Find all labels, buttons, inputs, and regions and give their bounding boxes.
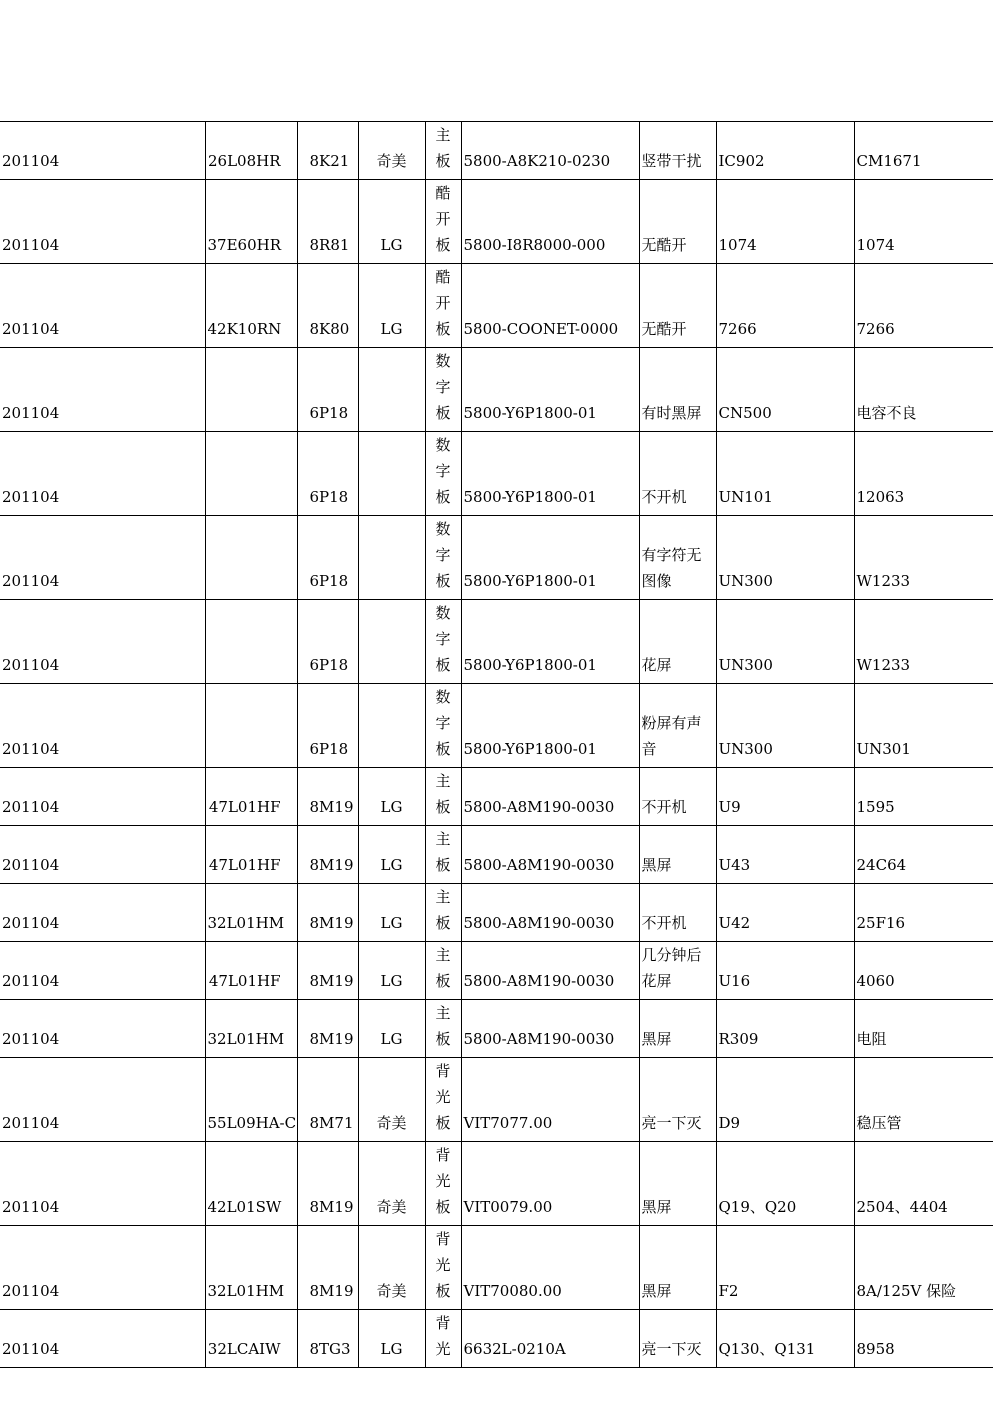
location-cell: D9	[716, 1058, 854, 1142]
model-cell	[205, 348, 297, 432]
brand-cell	[358, 348, 425, 432]
component-cell: 25F16	[854, 884, 993, 942]
fault-cell: 无酷开	[639, 180, 716, 264]
table-row	[0, 600, 993, 684]
brand-cell	[358, 684, 425, 768]
fault-cell: 黑屏	[639, 1226, 716, 1310]
fault-cell: 花屏	[639, 600, 716, 684]
brand-cell	[358, 516, 425, 600]
component-cell: 7266	[854, 264, 993, 348]
part-number-cell: 5800-Y6P1800-01	[461, 348, 639, 432]
fault-cell: 不开机	[639, 884, 716, 942]
chassis-cell: 6P18	[297, 684, 358, 768]
chassis-cell: 8K80	[297, 264, 358, 348]
brand-cell: LG	[358, 180, 425, 264]
table-row	[0, 122, 993, 180]
fault-cell: 有时黑屏	[639, 348, 716, 432]
component-cell: W1233	[854, 516, 993, 600]
table-body	[0, 122, 993, 1368]
date-cell: 201104	[0, 180, 205, 264]
location-cell: U42	[716, 884, 854, 942]
date-cell: 201104	[0, 348, 205, 432]
part-number-cell: 5800-A8M190-0030	[461, 768, 639, 826]
model-cell: 37E60HR	[205, 180, 297, 264]
part-number-cell: VIT7077.00	[461, 1058, 639, 1142]
location-cell: UN300	[716, 684, 854, 768]
component-cell: 12063	[854, 432, 993, 516]
model-cell: 32L01HM	[205, 1226, 297, 1310]
table-row	[0, 884, 993, 942]
model-cell: 47L01HF	[205, 942, 297, 1000]
component-cell: 8958	[854, 1310, 993, 1368]
location-cell: 1074	[716, 180, 854, 264]
part-number-cell: 5800-Y6P1800-01	[461, 432, 639, 516]
fault-cell: 黑屏	[639, 1142, 716, 1226]
brand-cell: LG	[358, 264, 425, 348]
chassis-cell: 8M19	[297, 1142, 358, 1226]
board-type-cell: 主 板	[425, 768, 461, 826]
date-cell: 201104	[0, 1226, 205, 1310]
model-cell	[205, 516, 297, 600]
board-type-cell: 酷 开 板	[425, 264, 461, 348]
board-type-cell: 主 板	[425, 942, 461, 1000]
date-cell: 201104	[0, 1058, 205, 1142]
table-row	[0, 684, 993, 768]
component-cell: 1595	[854, 768, 993, 826]
model-cell	[205, 432, 297, 516]
brand-cell	[358, 600, 425, 684]
date-cell: 201104	[0, 516, 205, 600]
table-row	[0, 942, 993, 1000]
date-cell: 201104	[0, 1142, 205, 1226]
component-cell: 24C64	[854, 826, 993, 884]
board-type-cell: 背 光	[425, 1310, 461, 1368]
date-cell: 201104	[0, 432, 205, 516]
brand-cell	[358, 432, 425, 516]
brand-cell: LG	[358, 942, 425, 1000]
model-cell: 32LCAIW	[205, 1310, 297, 1368]
location-cell: 7266	[716, 264, 854, 348]
brand-cell: LG	[358, 768, 425, 826]
component-cell: 2504、4404	[854, 1142, 993, 1226]
fault-cell: 亮一下灭	[639, 1058, 716, 1142]
fault-cell: 无酷开	[639, 264, 716, 348]
part-number-cell: 5800-Y6P1800-01	[461, 516, 639, 600]
chassis-cell: 8K21	[297, 122, 358, 180]
fault-cell: 黑屏	[639, 1000, 716, 1058]
brand-cell: 奇美	[358, 1226, 425, 1310]
part-number-cell: 5800-A8M190-0030	[461, 826, 639, 884]
chassis-cell: 6P18	[297, 432, 358, 516]
part-number-cell: 5800-A8M190-0030	[461, 1000, 639, 1058]
chassis-cell: 8M19	[297, 826, 358, 884]
fault-cell: 亮一下灭	[639, 1310, 716, 1368]
brand-cell: LG	[358, 884, 425, 942]
model-cell: 26L08HR	[205, 122, 297, 180]
date-cell: 201104	[0, 122, 205, 180]
component-cell: 8A/125V 保险	[854, 1226, 993, 1310]
component-cell: 稳压管	[854, 1058, 993, 1142]
location-cell: UN300	[716, 516, 854, 600]
date-cell: 201104	[0, 942, 205, 1000]
board-type-cell: 背 光 板	[425, 1226, 461, 1310]
table-row	[0, 264, 993, 348]
board-type-cell: 数 字 板	[425, 600, 461, 684]
chassis-cell: 8M19	[297, 1226, 358, 1310]
brand-cell: LG	[358, 826, 425, 884]
board-type-cell: 背 光 板	[425, 1142, 461, 1226]
brand-cell: 奇美	[358, 1142, 425, 1226]
table-row	[0, 516, 993, 600]
fault-cell: 不开机	[639, 768, 716, 826]
brand-cell: 奇美	[358, 1058, 425, 1142]
date-cell: 201104	[0, 768, 205, 826]
fault-cell: 黑屏	[639, 826, 716, 884]
location-cell: Q19、Q20	[716, 1142, 854, 1226]
board-type-cell: 数 字 板	[425, 432, 461, 516]
date-cell: 201104	[0, 826, 205, 884]
model-cell: 47L01HF	[205, 768, 297, 826]
board-type-cell: 数 字 板	[425, 684, 461, 768]
chassis-cell: 6P18	[297, 348, 358, 432]
date-cell: 201104	[0, 884, 205, 942]
chassis-cell: 8M19	[297, 942, 358, 1000]
chassis-cell: 8M19	[297, 884, 358, 942]
component-cell: 4060	[854, 942, 993, 1000]
board-type-cell: 主 板	[425, 122, 461, 180]
location-cell: F2	[716, 1226, 854, 1310]
model-cell	[205, 600, 297, 684]
repair-records-table	[0, 121, 993, 1368]
fault-cell: 竖带干扰	[639, 122, 716, 180]
board-type-cell: 主 板	[425, 884, 461, 942]
model-cell: 47L01HF	[205, 826, 297, 884]
component-cell: W1233	[854, 600, 993, 684]
date-cell: 201104	[0, 600, 205, 684]
fault-cell: 有字符无 图像	[639, 516, 716, 600]
chassis-cell: 8R81	[297, 180, 358, 264]
part-number-cell: 5800-I8R8000-000	[461, 180, 639, 264]
date-cell: 201104	[0, 1310, 205, 1368]
table-row	[0, 768, 993, 826]
location-cell: UN101	[716, 432, 854, 516]
model-cell: 42K10RN	[205, 264, 297, 348]
component-cell: 电容不良	[854, 348, 993, 432]
fault-cell: 几分钟后 花屏	[639, 942, 716, 1000]
table-row	[0, 432, 993, 516]
location-cell: CN500	[716, 348, 854, 432]
table-row	[0, 180, 993, 264]
location-cell: U43	[716, 826, 854, 884]
part-number-cell: 5800-Y6P1800-01	[461, 600, 639, 684]
board-type-cell: 主 板	[425, 1000, 461, 1058]
date-cell: 201104	[0, 1000, 205, 1058]
brand-cell: LG	[358, 1000, 425, 1058]
table-row	[0, 826, 993, 884]
chassis-cell: 8TG3	[297, 1310, 358, 1368]
part-number-cell: 6632L-0210A	[461, 1310, 639, 1368]
model-cell: 42L01SW	[205, 1142, 297, 1226]
part-number-cell: 5800-Y6P1800-01	[461, 684, 639, 768]
date-cell: 201104	[0, 684, 205, 768]
component-cell: 电阻	[854, 1000, 993, 1058]
component-cell: UN301	[854, 684, 993, 768]
part-number-cell: 5800-COONET-0000	[461, 264, 639, 348]
location-cell: UN300	[716, 600, 854, 684]
date-cell: 201104	[0, 264, 205, 348]
location-cell: Q130、Q131	[716, 1310, 854, 1368]
model-cell: 32L01HM	[205, 884, 297, 942]
board-type-cell: 数 字 板	[425, 516, 461, 600]
chassis-cell: 8M19	[297, 768, 358, 826]
chassis-cell: 6P18	[297, 600, 358, 684]
table-row	[0, 1226, 993, 1310]
board-type-cell: 酷 开 板	[425, 180, 461, 264]
board-type-cell: 数 字 板	[425, 348, 461, 432]
model-cell: 55L09HA-C	[205, 1058, 297, 1142]
model-cell: 32L01HM	[205, 1000, 297, 1058]
board-type-cell: 主 板	[425, 826, 461, 884]
table-row	[0, 1058, 993, 1142]
chassis-cell: 6P18	[297, 516, 358, 600]
board-type-cell: 背 光 板	[425, 1058, 461, 1142]
brand-cell: 奇美	[358, 122, 425, 180]
component-cell: CM1671	[854, 122, 993, 180]
component-cell: 1074	[854, 180, 993, 264]
chassis-cell: 8M19	[297, 1000, 358, 1058]
part-number-cell: 5800-A8M190-0030	[461, 942, 639, 1000]
location-cell: R309	[716, 1000, 854, 1058]
fault-cell: 粉屏有声 音	[639, 684, 716, 768]
model-cell	[205, 684, 297, 768]
table-row	[0, 1000, 993, 1058]
part-number-cell: VIT0079.00	[461, 1142, 639, 1226]
location-cell: U9	[716, 768, 854, 826]
chassis-cell: 8M71	[297, 1058, 358, 1142]
fault-cell: 不开机	[639, 432, 716, 516]
location-cell: U16	[716, 942, 854, 1000]
part-number-cell: 5800-A8M190-0030	[461, 884, 639, 942]
location-cell: IC902	[716, 122, 854, 180]
table-row	[0, 1142, 993, 1226]
table-row	[0, 348, 993, 432]
table-row	[0, 1310, 993, 1368]
part-number-cell: VIT70080.00	[461, 1226, 639, 1310]
brand-cell: LG	[358, 1310, 425, 1368]
part-number-cell: 5800-A8K210-0230	[461, 122, 639, 180]
